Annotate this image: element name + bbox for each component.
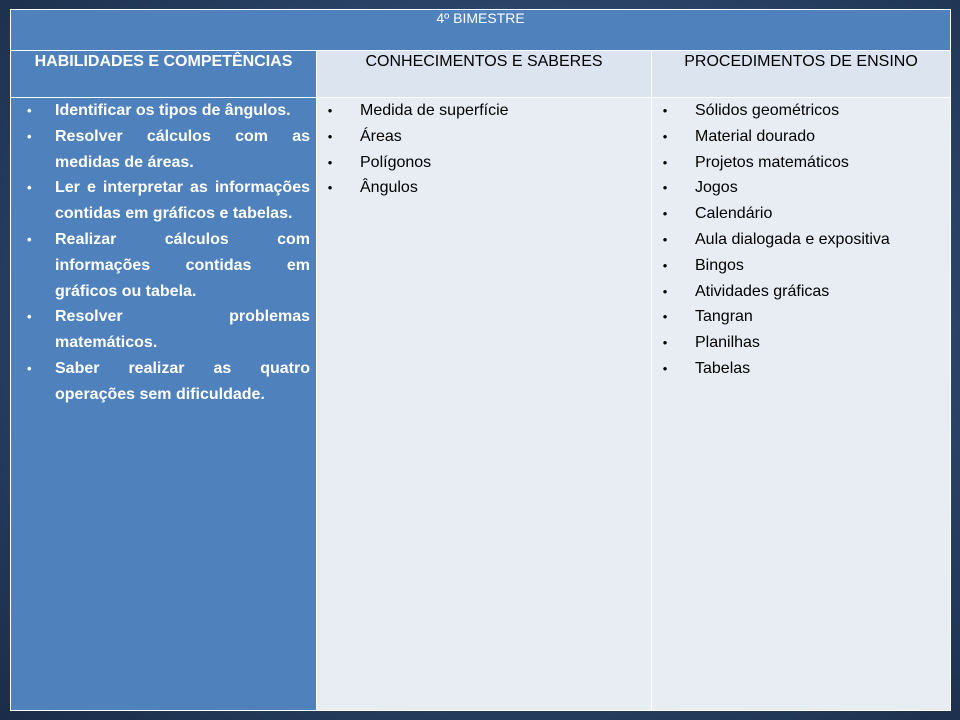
habilidades-cell (11, 98, 317, 711)
list-item (323, 98, 647, 124)
list-item (658, 98, 946, 124)
list-item (658, 304, 946, 330)
list-item (658, 330, 946, 356)
list-item-text: Identificar os tipos de ângulos. (55, 102, 291, 119)
bullet-icon: • (662, 257, 668, 273)
title-row (11, 10, 951, 51)
list-item-text: Calendário (695, 205, 773, 223)
habilidades-list (11, 98, 316, 408)
bullet-icon: • (662, 283, 668, 299)
bullet-icon: • (27, 103, 32, 118)
list-item (658, 124, 946, 150)
bullet-icon: • (327, 103, 333, 118)
bullet-icon: • (327, 154, 333, 170)
bullet-icon: • (662, 206, 668, 222)
lesson-plan-table (10, 9, 951, 711)
bullet-icon: • (27, 231, 32, 247)
bullet-icon: • (27, 309, 32, 325)
procedimentos-list (652, 98, 950, 382)
list-item (323, 124, 647, 150)
conhecimentos-list (317, 98, 651, 201)
bullet-icon: • (327, 180, 333, 196)
list-item (658, 201, 946, 227)
list-item-text: Resolver problemas matemáticos. (55, 308, 310, 352)
bullet-icon: • (662, 128, 668, 144)
list-item-text: Resolver cálculos com as medidas de áreas. (55, 127, 310, 171)
list-item-text: Realizar cálculos com informações contidas em gráficos ou tabela. (55, 230, 310, 300)
content-row (11, 98, 951, 711)
conhecimentos-cell (317, 98, 652, 711)
list-item (27, 227, 310, 304)
list-item-text: Tabelas (695, 359, 751, 377)
bullet-icon: • (662, 231, 668, 247)
header-row (11, 51, 951, 98)
list-item-text: Aula dialogada e expositiva (695, 230, 890, 248)
list-item-text: Ler e interpretar as informações contidas em gráficos e tabelas. (55, 179, 310, 223)
list-item-text: Medida de superfície (360, 102, 509, 119)
list-item-text: Planilhas (695, 334, 760, 352)
list-item (658, 279, 946, 305)
list-item (658, 356, 946, 382)
bullet-icon: • (662, 335, 668, 351)
bullet-icon: • (27, 360, 32, 376)
list-item-text: Polígonos (360, 153, 432, 171)
procedimentos-cell (652, 98, 951, 711)
list-item (323, 175, 647, 201)
bullet-icon: • (662, 360, 668, 376)
list-item-text: Áreas (360, 127, 402, 145)
table-title: 4º BIMESTRE (11, 10, 951, 51)
list-item (323, 150, 647, 176)
list-item (27, 124, 310, 176)
list-item-text: Atividades gráficas (695, 282, 830, 300)
column-header-conhecimentos: CONHECIMENTOS E SABERES (317, 51, 652, 98)
bullet-icon: • (662, 309, 668, 325)
bullet-icon: • (662, 180, 668, 196)
list-item (658, 150, 946, 176)
list-item (658, 175, 946, 201)
list-item-text: Jogos (695, 179, 738, 197)
list-item-text: Saber realizar as quatro operações sem dificuldade. (55, 359, 310, 403)
bullet-icon: • (27, 180, 32, 196)
list-item (27, 98, 310, 124)
list-item-text: Projetos matemáticos (695, 153, 849, 171)
list-item (27, 304, 310, 356)
list-item-text: Tangran (695, 308, 753, 326)
bullet-icon: • (662, 154, 668, 170)
column-header-habilidades: HABILIDADES E COMPETÊNCIAS (11, 51, 317, 98)
list-item-text: Ângulos (360, 179, 418, 197)
list-item (658, 253, 946, 279)
bullet-icon: • (327, 128, 333, 144)
bullet-icon: • (27, 128, 32, 144)
column-header-procedimentos: PROCEDIMENTOS DE ENSINO (652, 51, 951, 98)
list-item-text: Bingos (695, 256, 744, 274)
bullet-icon: • (662, 103, 668, 118)
list-item-text: Sólidos geométricos (695, 102, 840, 119)
list-item-text: Material dourado (695, 127, 816, 145)
list-item (27, 356, 310, 408)
list-item (658, 227, 946, 253)
list-item (27, 175, 310, 227)
